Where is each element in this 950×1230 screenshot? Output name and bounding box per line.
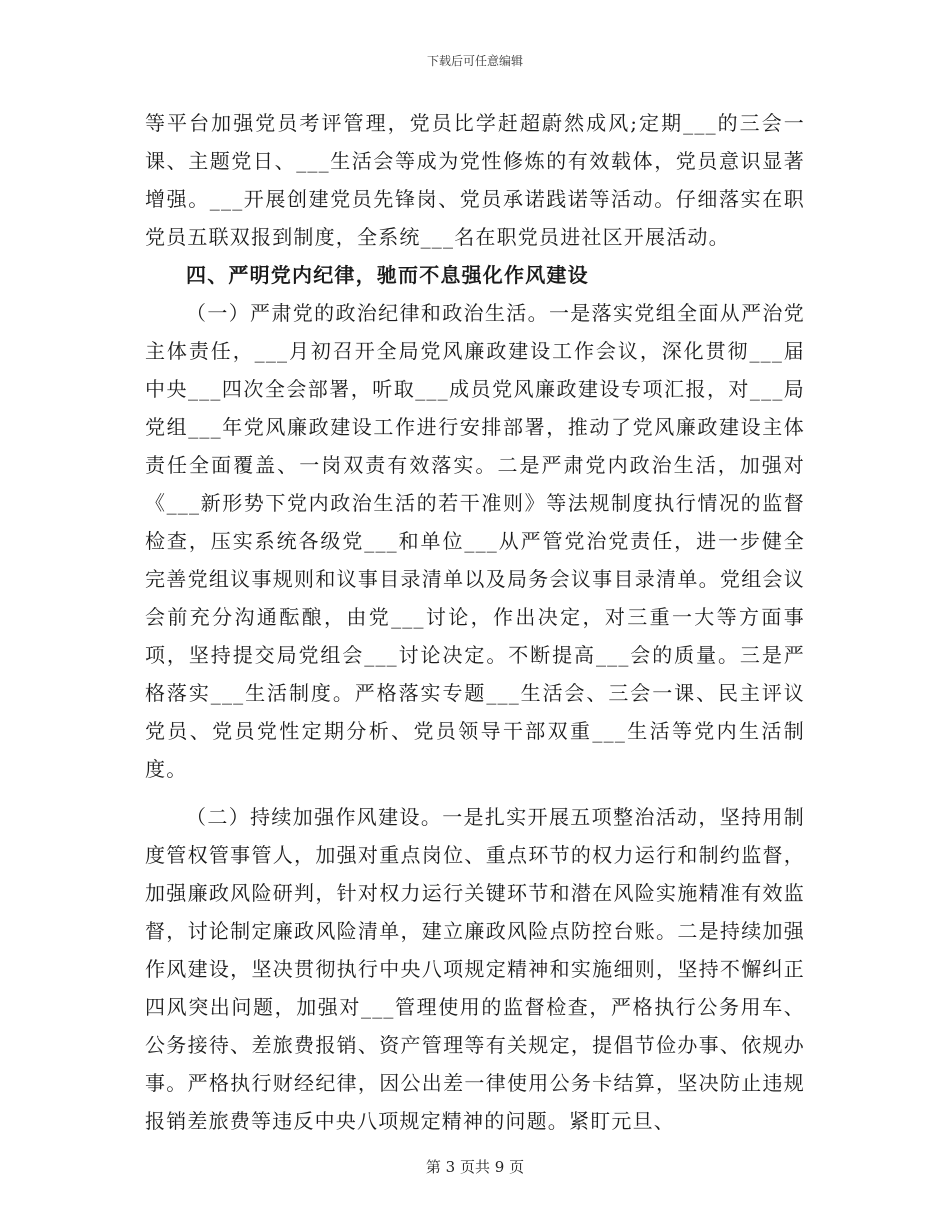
paragraph-work-style: （二）持续加强作风建设。一是扎实开展五项整治活动，坚持用制度管权管事管人，加强对重点岗位、重点环节的权力运行和制约监督，加强廉政风险研判，针对权力运行关键环节和潜在风险实施精准有效监督，讨论制定廉政风险清单，建立廉政风险点防控台账。二是持续加强作风建设，坚决贯彻执行中央八项规定精神和实施细则，坚持不懈纠正四风突出问题，加强对___管理使用的监督检查，严格执行公务用车、公务接待、差旅费报销、资产管理等有关规定，提倡节俭办事、依规办事。严格执行财经纪律，因公出差一律使用公务卡结算，坚决防止违规报销差旅费等违反中央八项规定精神的问题。紧盯元旦、 — [145, 805, 805, 1133]
paragraph-political-discipline: （一）严肃党的政治纪律和政治生活。一是落实党组全面从严治党主体责任，___月初召开全局党风廉政建设工作会议，深化贯彻___届中央___四次全会部署，听取___成员党风廉政建设专项汇报，对___局党组___年党风廉政建设工作进行安排部署，推动了党风廉政建设主体责任全面覆盖、一岗双责有效落实。二是严肃党内政治生活，加强对《___新形势下党内政治生活的若干准则》等法规制度执行情况的监督检查，压实系统各级党___和单位___从严管党治党责任，进一步健全完善党组议事规则和议事目录清单以及局务会议事目录清单。党组会议会前充分沟通酝酿，由党___讨论，作出决定，对三重一大等方面事项，坚持提交局党组会___讨论决定。不断提高___会的质量。三是严格落实___生活制度。严格落实专题___生活会、三会一课、民主评议党员、党员党性定期分析、党员领导干部双重___生活等党内生活制度。 — [145, 301, 805, 781]
document-body — [145, 104, 805, 1140]
paragraph-party-member-evaluation: 等平台加强党员考评管理，党员比学赶超蔚然成风;定期___的三会一课、主题党日、___生活会等成为党性修炼的有效载体，党员意识显著增强。___开展创建党员先锋岗、党员承诺践诺等活动。仔细落实在职党员五联双报到制度，全系统___名在职党员进社区开展活动。 — [145, 111, 805, 249]
section-heading-discipline: 四、严明党内纪律，驰而不息强化作风建设 — [186, 263, 589, 287]
page-number: 第 3 页共 9 页 — [425, 1158, 525, 1176]
page-header-note: 下载后可任意编辑 — [426, 54, 523, 68]
paragraph-spacer — [145, 788, 805, 798]
